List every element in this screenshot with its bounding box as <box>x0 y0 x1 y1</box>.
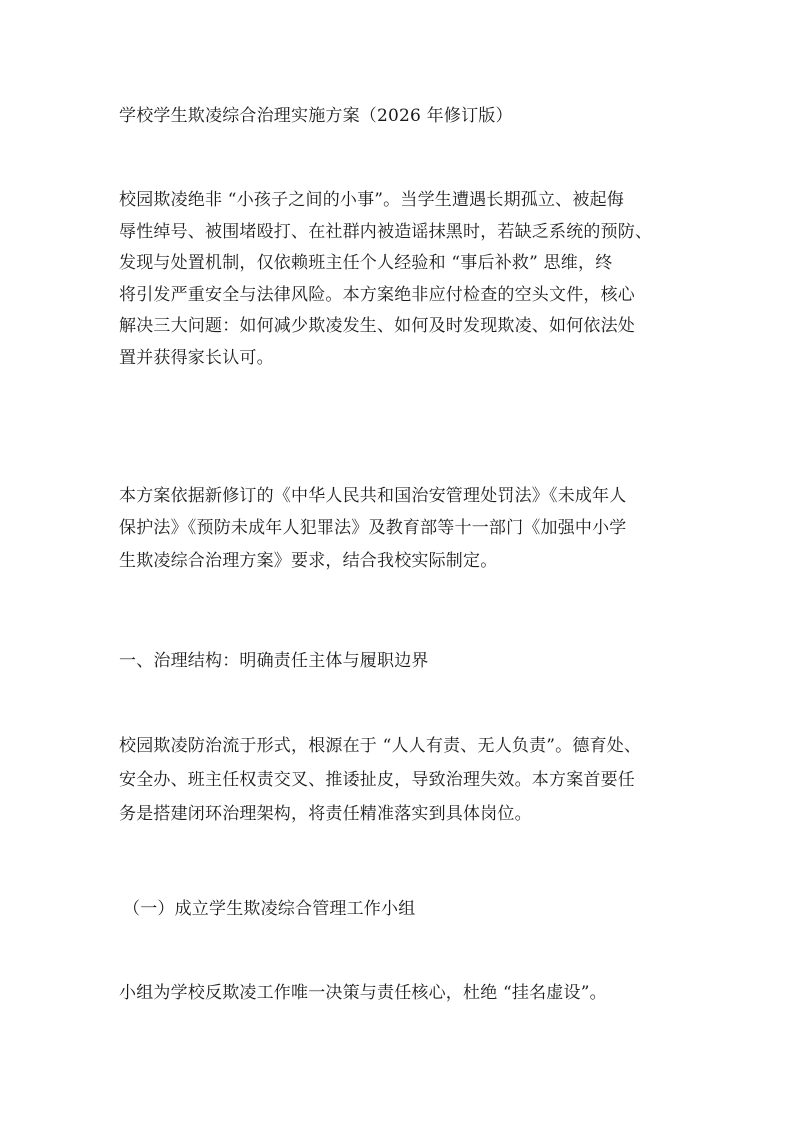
title-text: 学校学生欺凌综合治理实施方案（2026 年修订版） <box>119 106 513 126</box>
paragraph-line: 校园欺凌防治流于形式，根源在于 “人人有责、无人负责”。德育处、 <box>119 736 642 756</box>
section-heading-1 <box>119 646 679 676</box>
paragraph-line: 发现与处置机制，仅依赖班主任个人经验和 “事后补救” 思维，终 <box>119 253 613 274</box>
intro-paragraph <box>119 185 679 375</box>
paragraph-line: 小组为学校反欺凌工作唯一决策与责任核心，杜绝 “挂名虚设”。 <box>119 983 607 1003</box>
paragraph-line: 保护法》《预防未成年人犯罪法》及教育部等十一部门《加强中小学 <box>119 518 627 539</box>
subsection-heading-1 <box>123 894 683 924</box>
paragraph-line: 辱性绰号、被围堵殴打、在社群内被造谣抹黑时，若缺乏系统的预防、 <box>119 221 653 242</box>
heading-text: （一）成立学生欺凌综合管理工作小组 <box>123 899 416 919</box>
document-title <box>119 101 679 131</box>
paragraph-line: 置并获得家长认可。 <box>119 347 274 368</box>
paragraph-line: 本方案依据新修订的《中华人民共和国治安管理处罚法》《未成年人 <box>119 486 627 506</box>
workgroup-paragraph <box>119 978 679 1008</box>
governance-paragraph <box>119 729 679 831</box>
paragraph-line: 生欺凌综合治理方案》要求，结合我校实际制定。 <box>119 550 498 571</box>
legal-basis-paragraph <box>119 480 679 577</box>
paragraph-line: 安全办、班主任权责交叉、推诿扯皮，导致治理失效。本方案首要任 <box>119 770 635 790</box>
paragraph-line: 务是搭建闭环治理架构，将责任精准落实到具体岗位。 <box>119 804 532 824</box>
heading-text: 一、治理结构：明确责任主体与履职边界 <box>119 651 429 671</box>
paragraph-line: 解决三大问题：如何减少欺凌发生、如何及时发现欺凌、如何依法处 <box>119 316 635 337</box>
paragraph-line: 校园欺凌绝非 “小孩子之间的小事”。当学生遭遇长期孤立、被起侮 <box>119 190 624 210</box>
paragraph-line: 将引发严重安全与法律风险。本方案绝非应付检查的空头文件，核心 <box>119 284 635 305</box>
